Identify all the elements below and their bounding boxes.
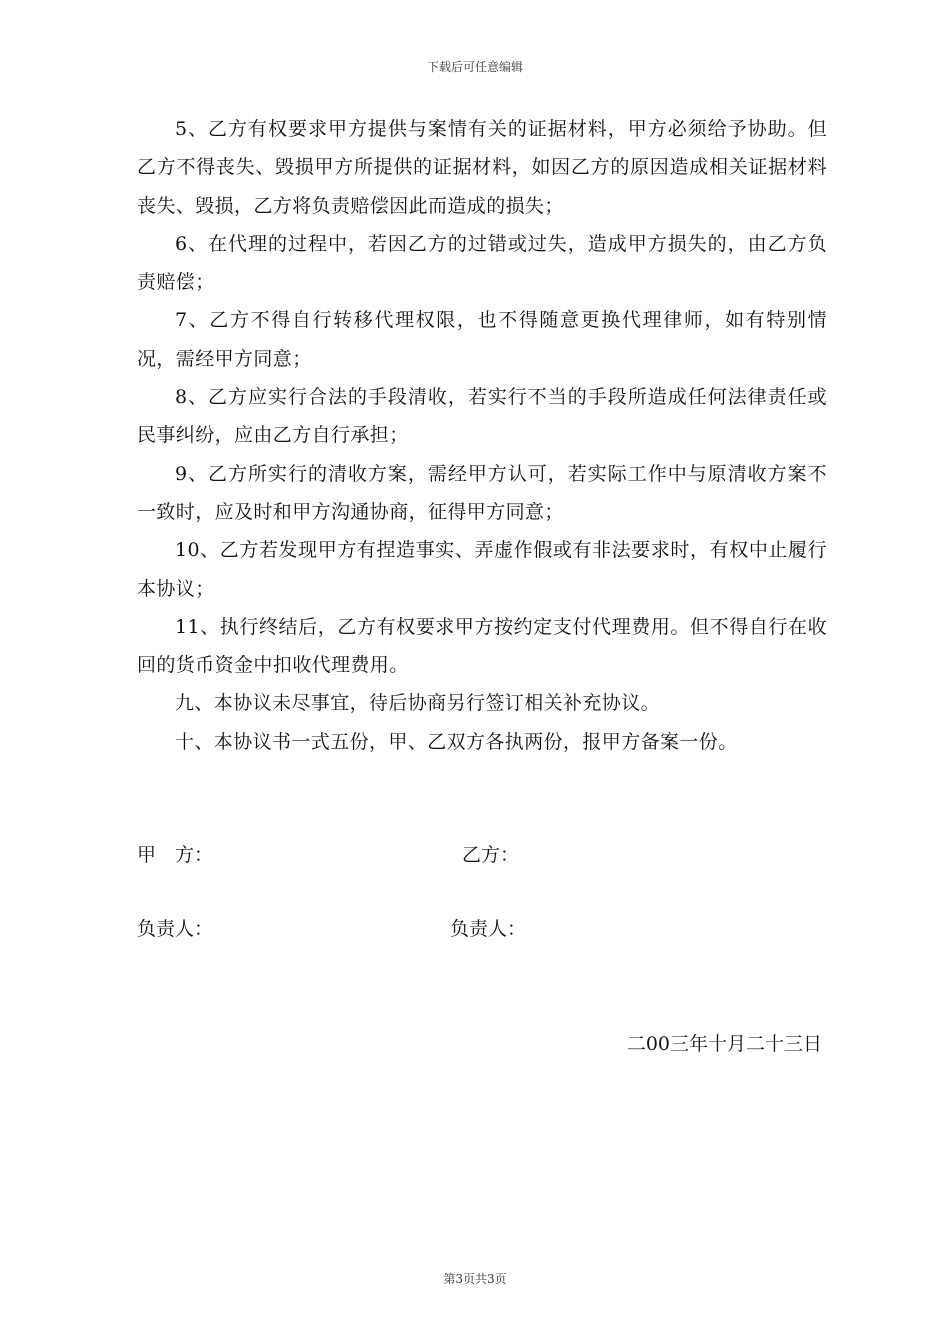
clause-8: 8、乙方应实行合法的手段清收，若实行不当的手段所造成任何法律责任或民事纠纷，应由乙方自行承担； (137, 386, 827, 447)
page-footer: 第3页共3页 (443, 1272, 507, 1286)
clause-10: 10、乙方若发现甲方有捏造事实、弄虚作假或有非法要求时，有权中止履行本协议； (137, 539, 827, 600)
rep-a-label: 负责人： (137, 918, 214, 940)
clause-7: 7、乙方不得自行转移代理权限，也不得随意更换代理律师，如有特别情况，需经甲方同意； (137, 309, 827, 370)
article-10: 十、本协议书一式五份，甲、乙双方各执两份，报甲方备案一份。 (175, 730, 738, 753)
article-9: 九、本协议未尽事宜，待后协商另行签订相关补充协议。 (175, 692, 661, 715)
clause-11: 11、执行终结后，乙方有权要求甲方按约定支付代理费用。但不得自行在收回的货币资金中扣收代理费用。 (137, 615, 827, 677)
party-signature-row (137, 840, 827, 870)
party-b-label: 乙方： (462, 844, 520, 866)
clause-6: 6、在代理的过程中，若因乙方的过错或过失，造成甲方损失的，由乙方负责赔偿； (137, 232, 827, 294)
clause-9: 9、乙方所实行的清收方案，需经甲方认可，若实际工作中与原清收方案不一致时，应及时和甲方沟通协商，征得甲方同意； (137, 462, 827, 523)
page-header: 下载后可任意编辑 (426, 60, 523, 74)
signing-date: 二00三年十月二十三日 (626, 1033, 822, 1055)
party-a-label: 甲 方： (137, 844, 214, 866)
agreement-body (137, 110, 827, 761)
rep-b-label: 负责人： (450, 918, 527, 940)
clause-5: 5、乙方有权要求甲方提供与案情有关的证据材料，甲方必须给予协助。但乙方不得丧失、毁损甲方所提供的证据材料，如因乙方的原因造成相关证据材料丧失、毁损，乙方将负责赔偿因此而造成的损失； (137, 118, 827, 217)
representative-signature-row (137, 914, 827, 944)
